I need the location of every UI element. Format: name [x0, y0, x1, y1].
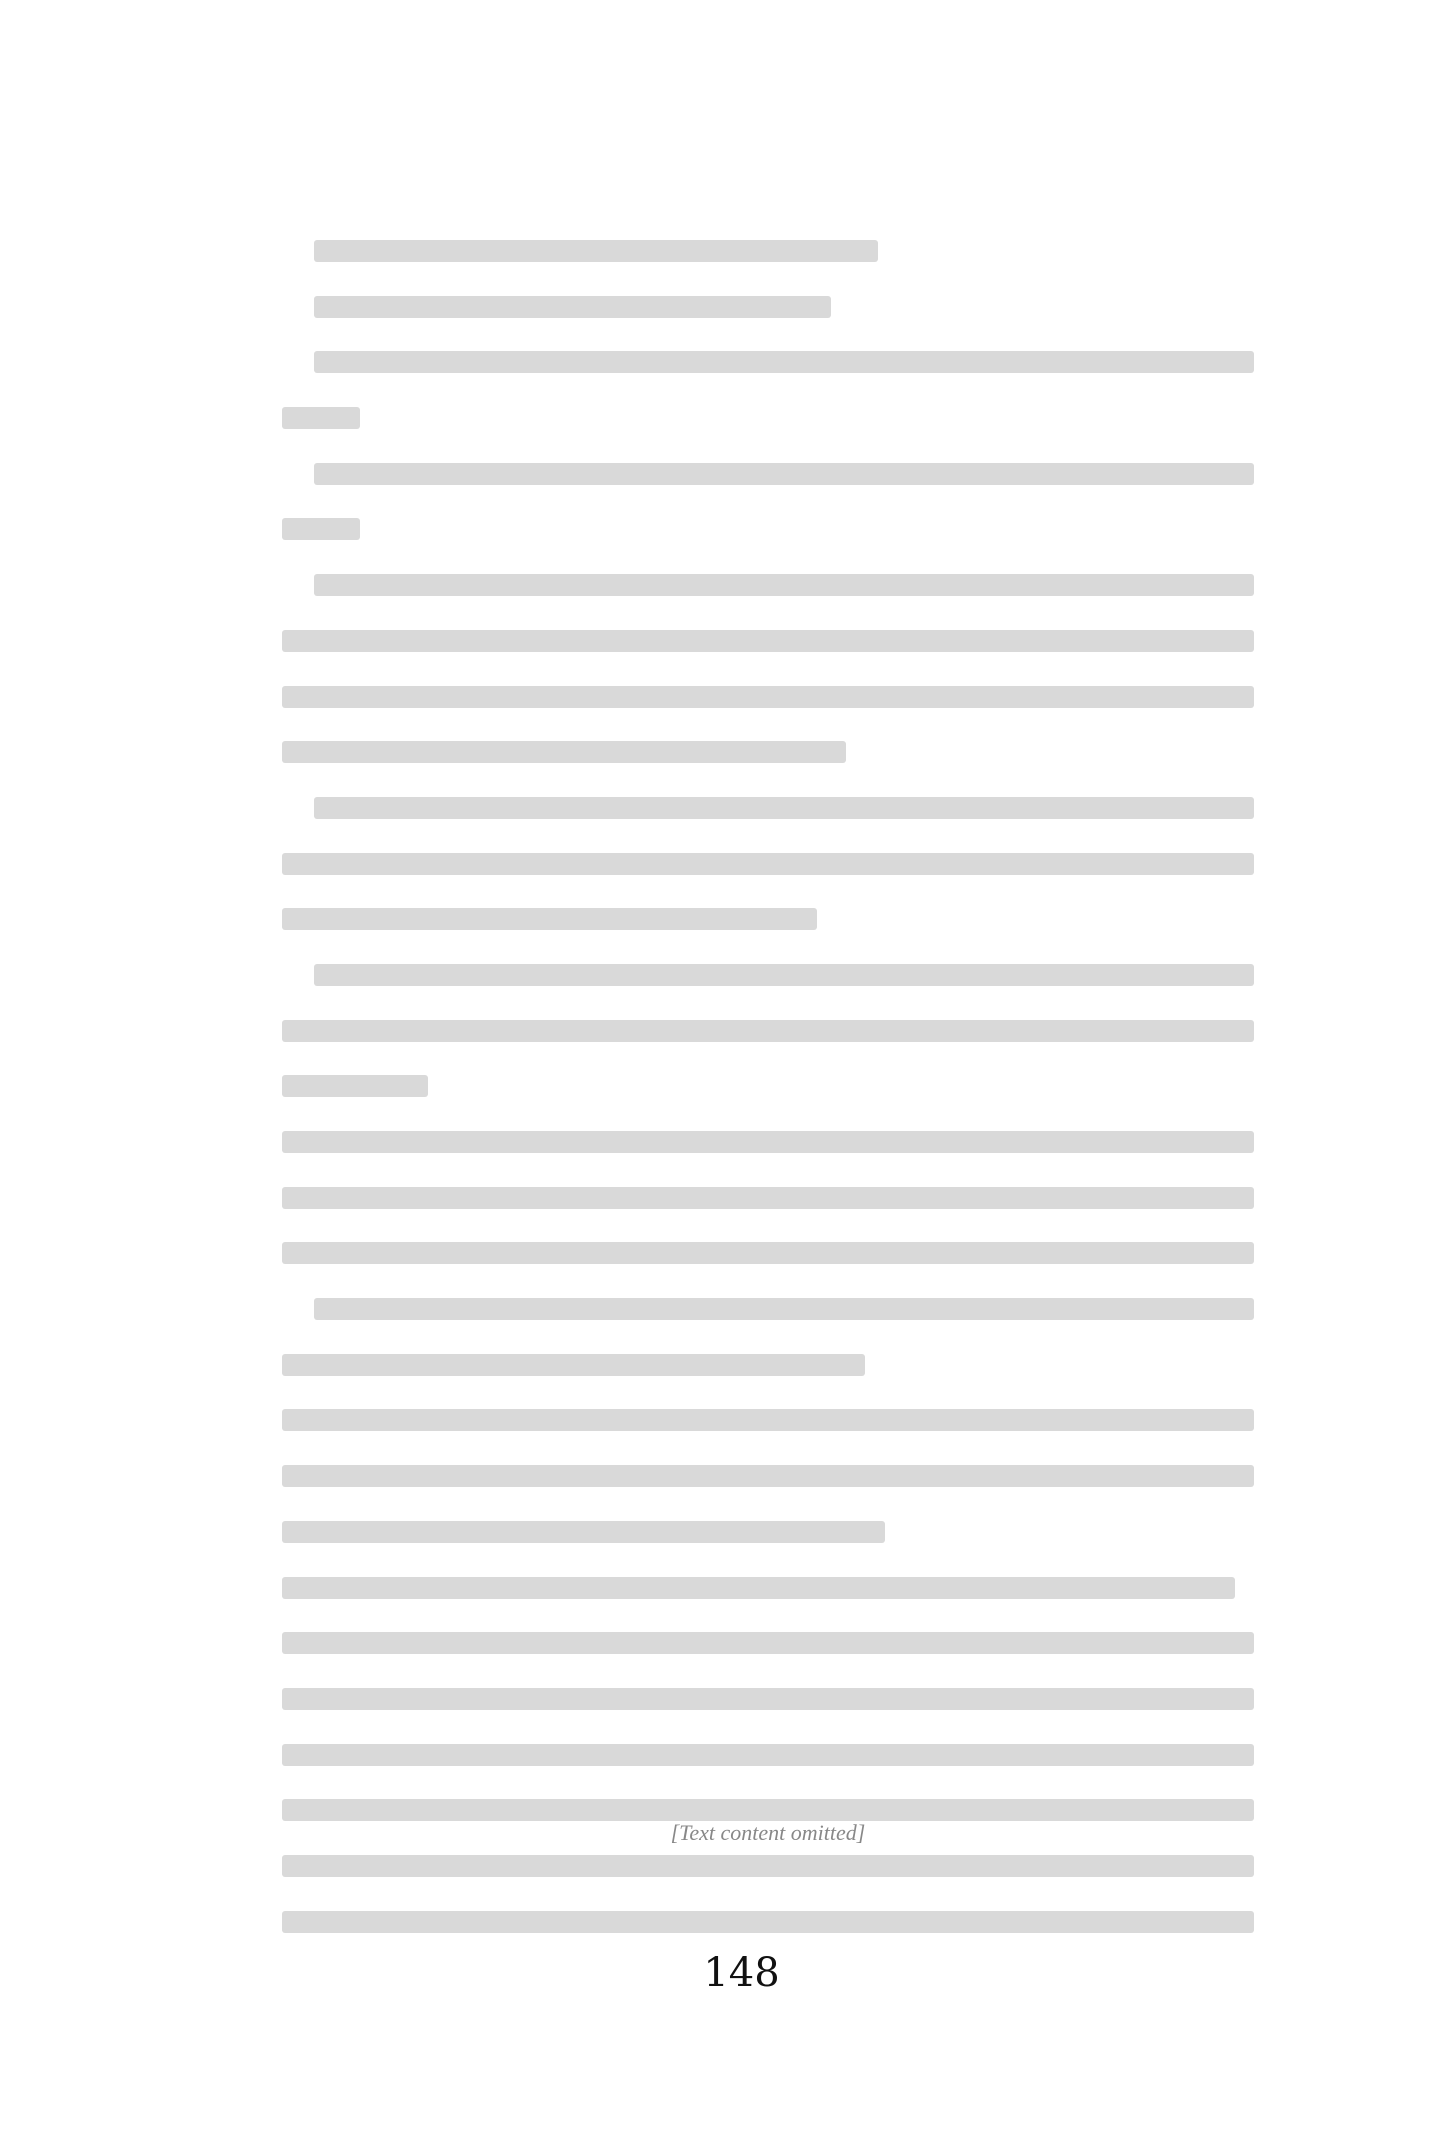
text-line-bar [282, 1632, 1254, 1654]
text-line-bar [282, 1465, 1254, 1487]
text-line-bar [282, 1744, 1254, 1766]
text-line-bar [282, 518, 360, 540]
text-line-placeholder [282, 333, 1254, 389]
text-line-placeholder [282, 389, 1254, 445]
text-line-bar [282, 1911, 1254, 1933]
text-line-placeholder [282, 668, 1254, 724]
text-line-placeholder [282, 1726, 1254, 1782]
text-line-bar [282, 1799, 1254, 1821]
text-line-bar [282, 1187, 1254, 1209]
text-line-placeholder [282, 1503, 1254, 1559]
text-line-placeholder [282, 500, 1254, 556]
text-line-bar [314, 574, 1254, 596]
text-line-bar [282, 1855, 1254, 1877]
text-line-bar [282, 1577, 1235, 1599]
text-line-placeholder [282, 946, 1254, 1002]
text-line-placeholder [282, 1614, 1254, 1670]
text-line-bar [282, 1131, 1254, 1153]
text-line-placeholder [282, 779, 1254, 835]
text-line-bar [282, 1354, 865, 1376]
text-line-bar [282, 1020, 1254, 1042]
text-line-bar [314, 351, 1254, 373]
text-line-bar [314, 1298, 1254, 1320]
text-line-bar [282, 741, 846, 763]
text-line-bar [282, 630, 1254, 652]
text-line-placeholder [282, 612, 1254, 668]
text-line-placeholder [282, 1113, 1254, 1169]
text-line-placeholder [282, 445, 1254, 501]
text-line-bar [282, 853, 1254, 875]
text-line-placeholder [282, 1280, 1254, 1336]
page-number: 148 [703, 1950, 780, 1996]
text-line-bar [282, 686, 1254, 708]
text-line-placeholder [282, 278, 1254, 334]
text-line-placeholder [282, 1057, 1254, 1113]
text-line-bar [282, 1409, 1254, 1431]
text-line-placeholder [282, 835, 1254, 891]
text-line-bar [282, 908, 817, 930]
text-line-placeholder [282, 1893, 1254, 1949]
text-line-placeholder [282, 556, 1254, 612]
text-line-placeholder [282, 1224, 1254, 1280]
text-line-placeholder [282, 1336, 1254, 1392]
text-line-placeholder [282, 1169, 1254, 1225]
text-line-bar [314, 296, 831, 318]
text-line-bar [282, 1688, 1254, 1710]
text-line-placeholder [282, 1447, 1254, 1503]
redaction-notice: [Text content omitted] [670, 1820, 866, 1845]
text-line-placeholder [282, 222, 1254, 278]
body-text-redacted [282, 222, 1254, 1948]
text-line-placeholder [282, 890, 1254, 946]
text-line-placeholder [282, 1002, 1254, 1058]
text-line-bar [314, 964, 1254, 986]
text-line-bar [314, 240, 878, 262]
text-line-bar [282, 1521, 885, 1543]
text-line-placeholder [282, 1559, 1254, 1615]
text-line-bar [282, 1075, 428, 1097]
text-line-placeholder [282, 1670, 1254, 1726]
text-line-bar [314, 463, 1254, 485]
text-line-bar [314, 797, 1254, 819]
text-line-bar [282, 1242, 1254, 1264]
text-line-bar [282, 407, 360, 429]
text-line-placeholder [282, 1391, 1254, 1447]
text-line-placeholder [282, 723, 1254, 779]
